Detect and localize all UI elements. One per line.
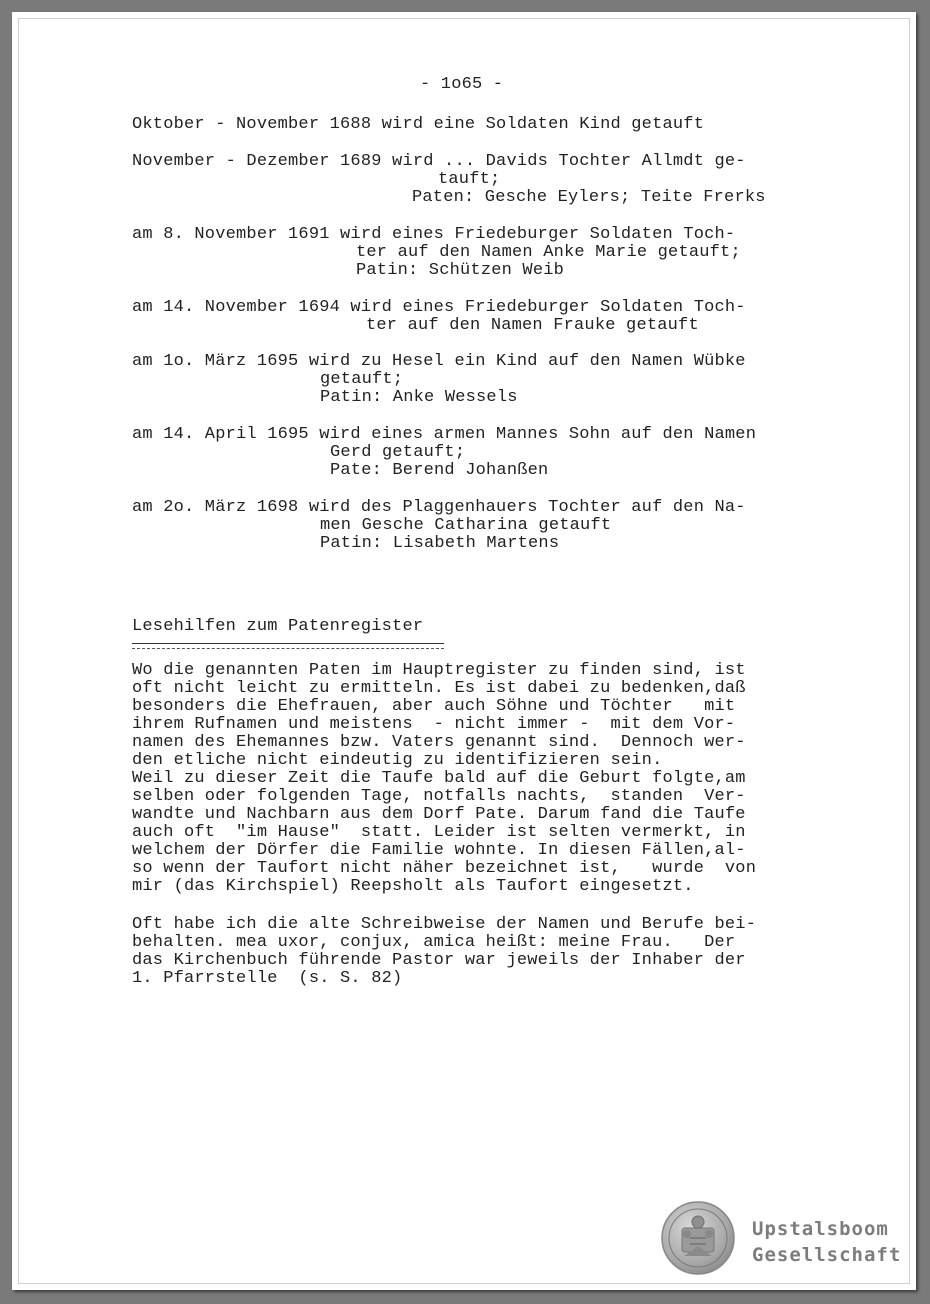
entry-2-line-1: November - Dezember 1689 wird ... Davids Tochter Allmdt ge- [132, 152, 746, 171]
seal-icon [660, 1200, 736, 1276]
entry-7-line-3: Patin: Lisabeth Martens [320, 534, 560, 553]
paragraph-2-line-1: Oft habe ich die alte Schreibweise der Namen und Berufe bei- [132, 915, 757, 934]
logo-line-1: Upstalsboom [752, 1218, 889, 1240]
page-frame [18, 18, 910, 1284]
paragraph-1-line-7: Weil zu dieser Zeit die Taufe bald auf die Geburt folgte,am [132, 769, 746, 788]
section-heading: Lesehilfen zum Patenregister [132, 617, 424, 636]
entry-3-line-2: ter auf den Namen Anke Marie getauft; [356, 243, 741, 262]
paragraph-1-line-13: mir (das Kirchspiel) Reepsholt als Taufort eingesetzt. [132, 877, 694, 896]
paragraph-1-line-12: so wenn der Taufort nicht näher bezeichnet ist, wurde von [132, 859, 757, 878]
entry-4-line-2: ter auf den Namen Frauke getauft [366, 316, 699, 335]
entry-2-line-2: tauft; [438, 170, 501, 189]
entry-7-line-1: am 2o. März 1698 wird des Plaggenhauers Tochter auf den Na- [132, 498, 746, 517]
entry-3-line-1: am 8. November 1691 wird eines Friedeburger Soldaten Toch- [132, 225, 736, 244]
paragraph-1-line-9: wandte und Nachbarn aus dem Dorf Pate. Darum fand die Taufe [132, 805, 746, 824]
entry-2-line-3: Paten: Gesche Eylers; Teite Frerks [412, 188, 766, 207]
paragraph-1-line-10: auch oft "im Hause" statt. Leider ist selten vermerkt, in [132, 823, 746, 842]
paragraph-2-line-2: behalten. mea uxor, conjux, amica heißt: meine Frau. Der [132, 933, 736, 952]
entry-6-line-1: am 14. April 1695 wird eines armen Mannes Sohn auf den Namen [132, 425, 757, 444]
heading-underline [132, 643, 444, 644]
paragraph-1-line-5: namen des Ehemannes bzw. Vaters genannt sind. Dennoch wer- [132, 733, 746, 752]
paragraph-1-line-3: besonders die Ehefrauen, aber auch Söhne und Töchter mit [132, 697, 736, 716]
logo-line-2: Gesellschaft [752, 1244, 902, 1266]
entry-3-line-3: Patin: Schützen Weib [356, 261, 565, 280]
logo-wordmark [752, 1216, 901, 1268]
paragraph-1-line-6: den etliche nicht eindeutig zu identifizieren sein. [132, 751, 663, 770]
entry-5-line-3: Patin: Anke Wessels [320, 388, 518, 407]
entry-1-line-1: Oktober - November 1688 wird eine Soldaten Kind getauft [132, 115, 705, 134]
entry-5-line-2: getauft; [320, 370, 404, 389]
heading-underline-dashed [132, 648, 444, 649]
paragraph-1-line-1: Wo die genannten Paten im Hauptregister zu finden sind, ist [132, 661, 746, 680]
entry-5-line-1: am 1o. März 1695 wird zu Hesel ein Kind auf den Namen Wübke [132, 352, 746, 371]
entry-4-line-1: am 14. November 1694 wird eines Friedeburger Soldaten Toch- [132, 298, 746, 317]
page-number: - 1o65 - [420, 75, 504, 94]
paragraph-1-line-2: oft nicht leicht zu ermitteln. Es ist dabei zu bedenken,daß [132, 679, 746, 698]
paragraph-1-line-4: ihrem Rufnamen und meistens - nicht immer - mit dem Vor- [132, 715, 736, 734]
paragraph-2-line-4: 1. Pfarrstelle (s. S. 82) [132, 969, 403, 988]
paragraph-1-line-11: welchem der Dörfer die Familie wohnte. In diesen Fällen,al- [132, 841, 746, 860]
entry-7-line-2: men Gesche Catharina getauft [320, 516, 612, 535]
document-page [12, 12, 916, 1290]
entry-6-line-2: Gerd getauft; [330, 443, 466, 462]
paragraph-2-line-3: das Kirchenbuch führende Pastor war jeweils der Inhaber der [132, 951, 746, 970]
paragraph-1-line-8: selben oder folgenden Tage, notfalls nachts, standen Ver- [132, 787, 746, 806]
entry-6-line-3: Pate: Berend Johanßen [330, 461, 549, 480]
